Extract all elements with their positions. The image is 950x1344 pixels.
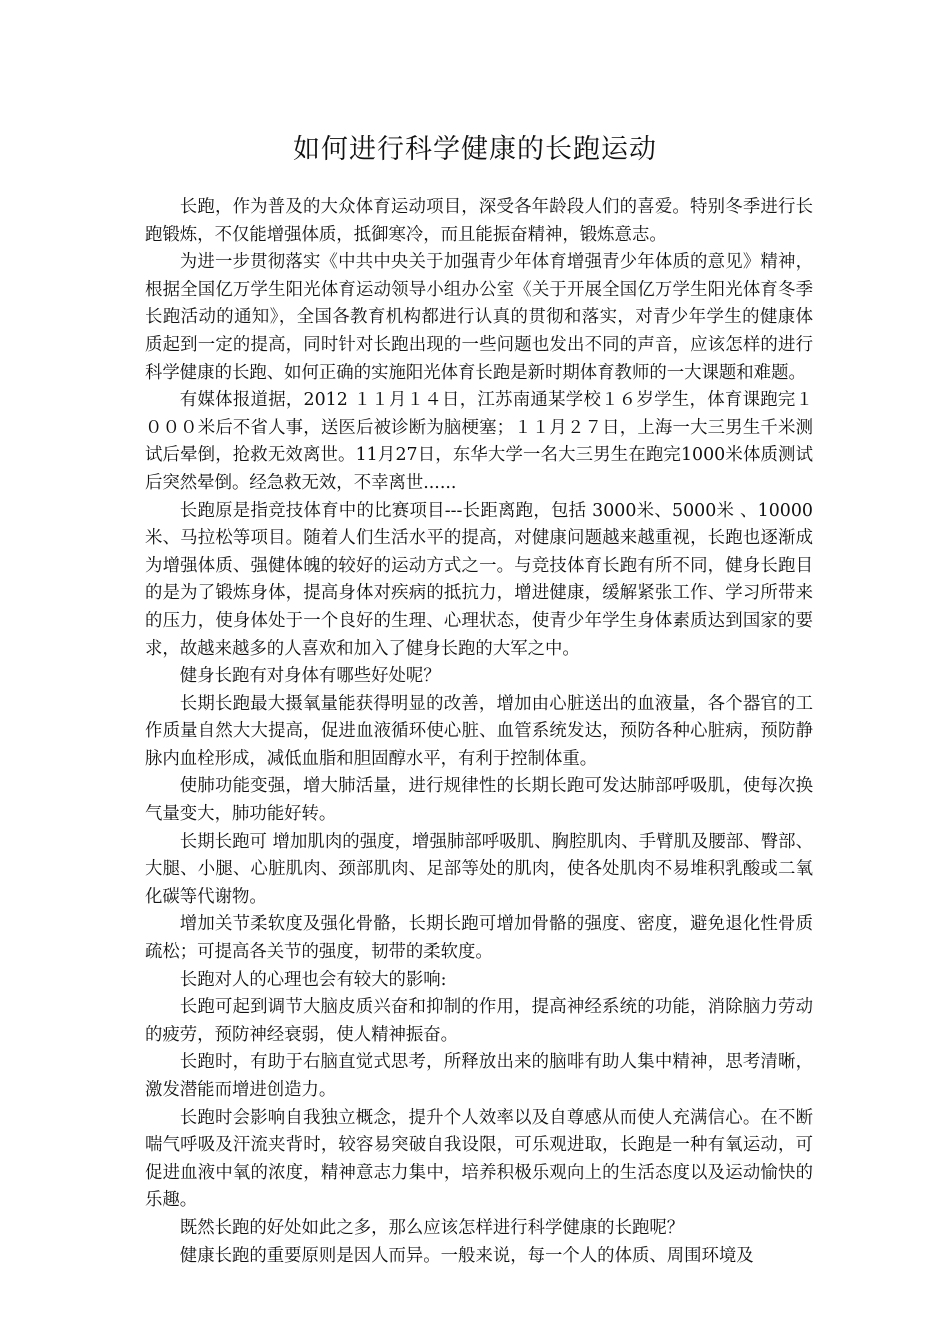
paragraph-intro: 长跑，作为普及的大众体育运动项目，深受各年龄段人们的喜爱。特别冬季进行长跑锻炼，不仅能增强体质，抵御寒冷，而且能振奋精神，锻炼意志。 bbox=[145, 197, 813, 245]
paragraph-joint-benefit: 增加关节柔软度及强化骨骼，长期长跑可增加骨骼的强度、密度，避免退化性骨质疏松；可提高各关节的强度，韧带的柔软度。 bbox=[145, 914, 813, 963]
paragraph-media-report: 有媒体报道据，2012 １１月１４日，江苏南通某学校１６岁学生，体育课跑完１０００米后不省人事，送医后被诊断为脑梗塞；１１月２７日，上海一大三男生千米测试后晕倒，抢救无效离世。11月27日，东华大学一名大三男生在跑完1000米体质测试后突然晕倒。经急救无效，不幸离世...... bbox=[145, 390, 813, 493]
paragraph-cardio-benefit: 长期长跑最大摄氧量能获得明显的改善，增加由心脏送出的血液量，各个器官的工作质量自然大大提高，促进血液循环使心脏、血管系统发达，预防各种心脏病，预防静脉内血栓形成，减低血脂和胆固醇水平，有利于控制体重。 bbox=[145, 693, 813, 769]
paragraph-confidence: 长跑时会影响自我独立概念，提升个人效率以及自尊感从而使人充满信心。在不断喘气呼吸及汗流夹背时，较容易突破自我设限，可乐观进取，长跑是一种有氧运动，可促进血液中氧的浓度，精神意志力集中，培养积极乐观向上的生活态度以及运动愉快的乐趣。 bbox=[145, 1107, 813, 1211]
paragraph-muscle-benefit: 长期长跑可 增加肌肉的强度，增强肺部呼吸肌、胸腔肌肉、手臂肌及腰部、臀部、大腿、小腿、心脏肌肉、颈部肌肉、足部等处的肌肉，使各处肌肉不易堆积乳酸或二氧化碳等代谢物。 bbox=[145, 831, 813, 907]
paragraph-psychology-heading: 长跑对人的心理也会有较大的影响: bbox=[179, 969, 447, 990]
paragraph-creativity: 长跑时，有助于右脑直觉式思考，所释放出来的脑啡有助人集中精神，思考清晰，激发潜能而增进创造力。 bbox=[145, 1052, 813, 1100]
document-body bbox=[145, 194, 813, 1270]
document-title: 如何进行科学健康的长跑运动 bbox=[293, 134, 657, 165]
paragraph-lung-benefit: 使肺功能变强，增大肺活量，进行规律性的长期长跑可发达肺部呼吸肌，使每次换气量变大，肺功能好转。 bbox=[145, 776, 813, 825]
paragraph-definition: 长跑原是指竞技体育中的比赛项目---长距离跑，包括 3000米、5000米 、10000米、马拉松等项目。随着人们生活水平的提高，对健康问题越来越重视，长跑也逐渐成为增强体质、强健体魄的较好的运动方式之一。与竞技体育长跑有所不同，健身长跑目的是为了锻炼身体，提高身体对疾病的抵抗力，增进健康，缓解紧张工作、学习所带来的压力，使身体处于一个良好的生理、心理状态，使青少年学生身体素质达到国家的要求，故越来越多的人喜欢和加入了健身长跑的大军之中。 bbox=[145, 500, 813, 659]
paragraph-policy: 为进一步贯彻落实《中共中央关于加强青少年体育增强青少年体质的意见》精神，根据全国亿万学生阳光体育运动领导小组办公室《关于开展全国亿万学生阳光体育冬季长跑活动的通知》，全国各教育机构都进行认真的贯彻和落实，对青少年学生的健康体质起到一定的提高，同时针对长跑出现的一些问题也发出不同的声音，应该怎样的进行科学健康的长跑、如何正确的实施阳光体育长跑是新时期体育教师的一大课题和难题。 bbox=[145, 252, 813, 383]
paragraph-how-question: 既然长跑的好处如此之多，那么应该怎样进行科学健康的长跑呢？ bbox=[179, 1217, 685, 1238]
paragraph-principle: 健康长跑的重要原则是因人而异。一般来说，每一个人的体质、周围环境及 bbox=[179, 1245, 754, 1266]
paragraph-benefits-question: 健身长跑有对身体有哪些好处呢？ bbox=[179, 666, 441, 687]
paragraph-nervous-system: 长跑可起到调节大脑皮质兴奋和抑制的作用，提高神经系统的功能，消除脑力劳动的疲劳，预防神经衰弱，使人精神振奋。 bbox=[145, 997, 813, 1045]
